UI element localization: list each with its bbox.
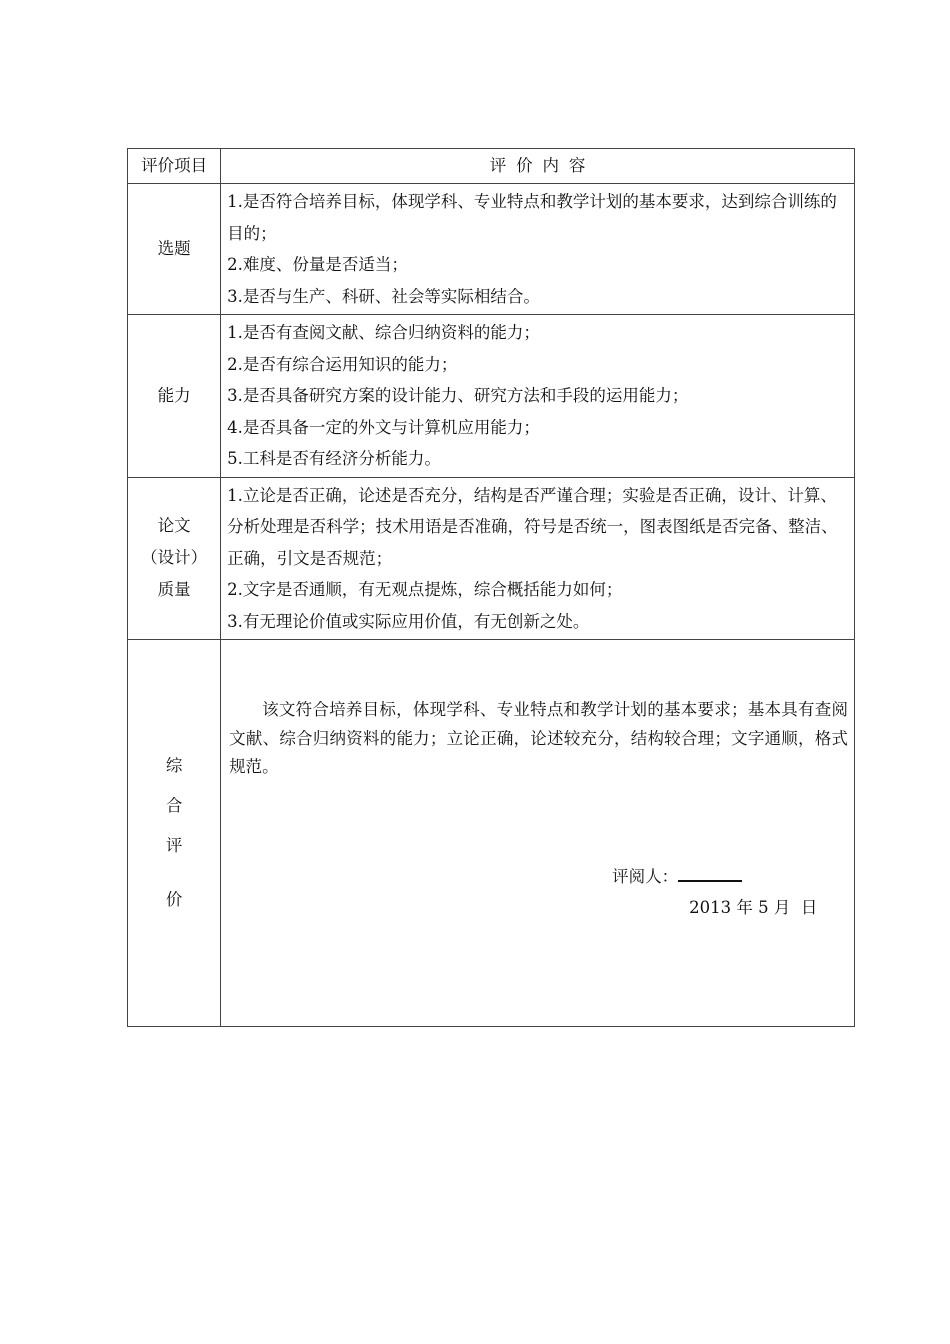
table-row-ability (128, 315, 855, 478)
evaluation-table (127, 148, 855, 1027)
criterion-line: 2.文字是否通顺，有无观点提炼，综合概括能力如何； (227, 580, 623, 599)
table-row-quality (128, 477, 855, 640)
summary-label-char: 价 (165, 890, 183, 909)
criterion-line: 1.立论是否正确，论述是否充分，结构是否严谨合理；实验是否正确，设计、计算、分析处理是否科学；技术用语是否准确，符号是否统一，图表图纸是否完备、整洁、正确，引文是否规范； (227, 485, 838, 568)
reviewer-line (612, 862, 742, 892)
criterion-line: 4.是否具备一定的外文与计算机应用能力； (227, 417, 540, 437)
criterion-line: 2.是否有综合运用知识的能力； (227, 354, 458, 374)
criterion-line: 1.是否有查阅文献、综合归纳资料的能力； (227, 323, 540, 342)
content-ability (221, 315, 855, 478)
summary-label-char: 合 (165, 796, 183, 815)
reviewer-label: 评阅人： (612, 867, 679, 886)
content-topic (221, 184, 855, 315)
criterion-line: 2.难度、份量是否适当； (227, 255, 408, 274)
table-header-row (128, 149, 855, 184)
criterion-line: 3.是否与生产、科研、社会等实际相结合。 (227, 286, 540, 306)
header-content-label: 评价内容 (489, 156, 596, 175)
content-quality (221, 477, 855, 640)
item-ability: 能力 (128, 315, 221, 478)
content-summary (221, 640, 855, 1027)
summary-label-char: 综 (165, 756, 183, 775)
item-quality-line: 论文 (157, 516, 191, 536)
review-date: 2013 年 5 月 日 (689, 898, 818, 917)
header-item-label: 评价项目 (128, 149, 221, 184)
summary-label-char: 评 (165, 836, 183, 855)
reviewer-signature-blank (678, 866, 742, 882)
criterion-line: 3.有无理论价值或实际应用价值，有无创新之处。 (227, 611, 590, 631)
header-content-cell (221, 149, 855, 184)
criterion-line: 3.是否具备研究方案的设计能力、研究方法和手段的运用能力； (227, 386, 689, 405)
item-quality (128, 477, 221, 640)
criterion-line: 5.工科是否有经济分析能力。 (227, 449, 441, 468)
item-quality-line: 质量 (157, 580, 191, 600)
summary-text: 该文符合培养目标，体现学科、专业特点和教学计划的基本要求；基本具有查阅文献、综合归纳资料的能力；立论正确，论述较充分，结构较合理；文字通顺，格式规范。 (229, 700, 848, 776)
item-topic: 选题 (128, 184, 221, 315)
table-row-summary (128, 640, 855, 1027)
table-row-topic (128, 184, 855, 315)
item-summary (128, 640, 221, 1027)
item-quality-line: （设计） (141, 548, 208, 568)
criterion-line: 1.是否符合培养目标，体现学科、专业特点和教学计划的基本要求，达到综合训练的目的； (227, 192, 837, 243)
